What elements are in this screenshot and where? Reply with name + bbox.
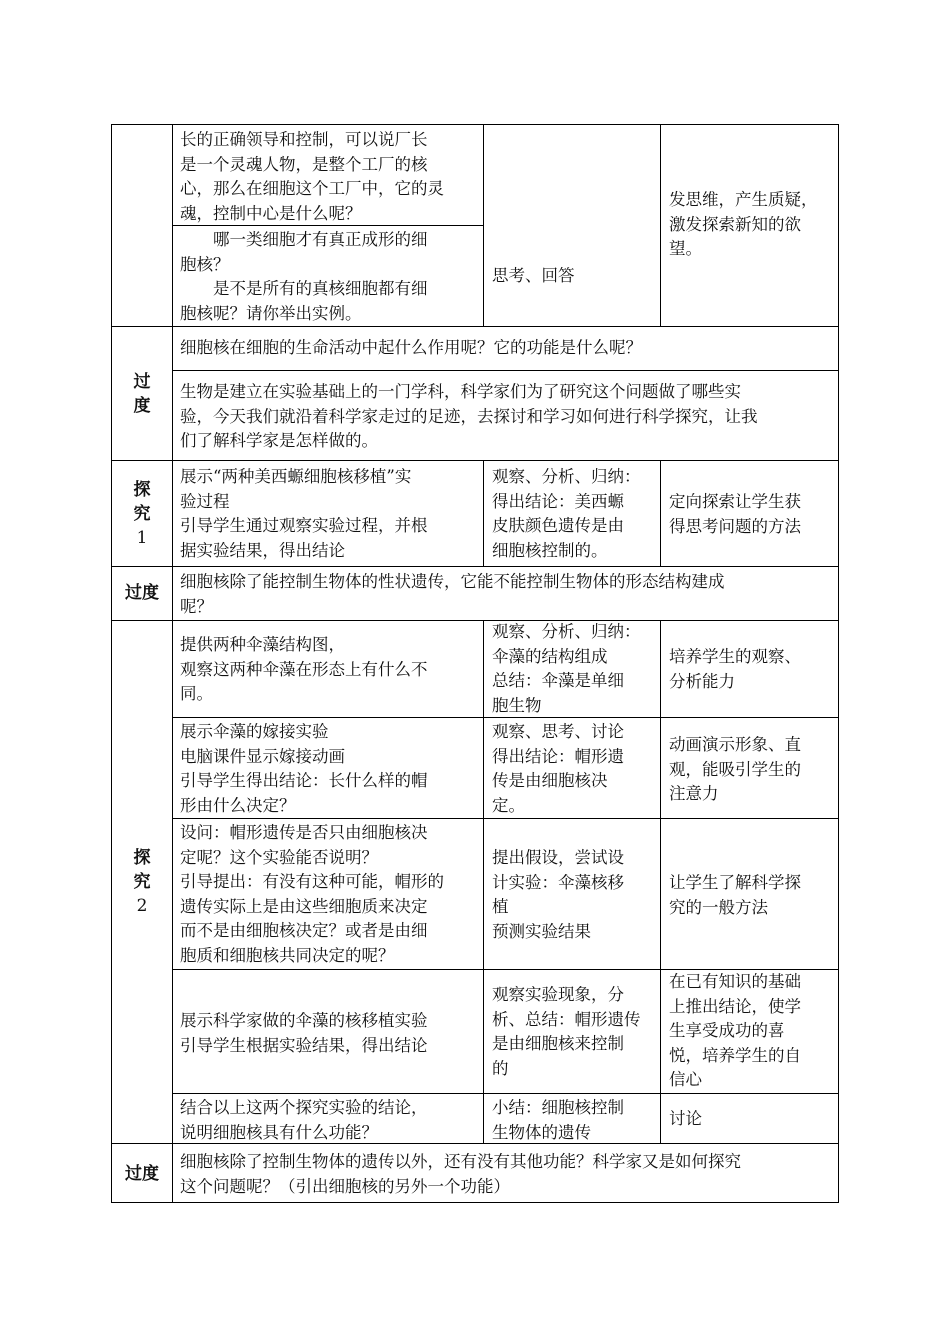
text-line: 同。	[180, 684, 213, 703]
text-line: 观察、分析、归纳：	[492, 622, 641, 641]
text-line: 电脑课件显示嫁接动画	[180, 746, 345, 766]
text-line: 胞生物	[492, 695, 542, 715]
stage-label-transition-1	[112, 370, 172, 418]
text-line: 呢？	[180, 596, 213, 616]
text-line: 细胞核除了控制生物体的遗传以外，还有没有其他功能？科学家又是如何探究	[180, 1152, 741, 1171]
explore-2-r1-teacher	[180, 633, 480, 707]
explore-2-r3-student	[492, 846, 657, 944]
transition-1-text	[180, 380, 835, 454]
stage-char: 1	[136, 528, 148, 548]
explore-2-r2-intent	[669, 733, 835, 807]
text-line: 讨论	[669, 1109, 702, 1128]
text-line: 小结：细胞核控制	[492, 1098, 624, 1117]
text-line: 据实验结果，得出结论	[180, 540, 345, 560]
text-line: 结合以上这两个探究实验的结论，	[180, 1098, 428, 1117]
text-line: 总结：伞藻是单细	[492, 671, 624, 690]
text-line: 观察这两种伞藻在形态上有什么不	[180, 659, 428, 679]
text-line: 定呢？这个实验能否说明？	[180, 847, 378, 867]
text-line: 心，那么在细胞这个工厂中，它的灵	[180, 179, 444, 198]
text-line: 是由细胞核来控制	[492, 1034, 624, 1053]
text-line: 设问：帽形遗传是否只由细胞核决	[180, 823, 428, 842]
text-line: 引导学生得出结论：长什么样的帽	[180, 771, 428, 790]
text-line: 引导学生通过观察实验过程，并根	[180, 516, 428, 535]
explore-1-teacher	[180, 465, 480, 563]
text-line: 展示科学家做的伞藻的核移植实验	[180, 1011, 428, 1030]
explore-1-intent	[669, 490, 835, 539]
explore-2-r2-teacher	[180, 720, 480, 818]
explore-2-r1-student	[492, 620, 657, 718]
stage-label-explore-1	[112, 478, 172, 550]
text-line: 展示“两种美西螈细胞核移植”实	[180, 467, 412, 486]
intro-student-activity	[492, 264, 657, 289]
text-line: 上推出结论，使学	[669, 996, 801, 1016]
explore-2-r1-intent	[669, 645, 835, 694]
explore-2-r3-intent	[669, 871, 835, 920]
transition-3-text	[180, 1150, 835, 1199]
text-line: 引导学生根据实验结果，得出结论	[180, 1035, 428, 1055]
text-line: 胞核呢？请你举出实例。	[180, 303, 362, 323]
text-line: 观察实验现象，分	[492, 985, 624, 1004]
text-line: 观，能吸引学生的	[669, 759, 801, 779]
text-line: 预测实验结果	[492, 921, 591, 941]
stage-label-explore-2	[112, 846, 172, 918]
text-line: 这个问题呢？（引出细胞核的另外一个功能）	[180, 1176, 510, 1196]
stage-label-transition-2	[112, 581, 172, 605]
text-line: 动画演示形象、直	[669, 735, 801, 754]
stage-char: 过度	[125, 1164, 159, 1184]
stage-char: 2	[136, 896, 148, 916]
stage-char: 度	[133, 396, 151, 416]
text-line: 验过程	[180, 491, 230, 511]
text-line: 生物是建立在实验基础上的一门学科，科学家们为了研究这个问题做了哪些实	[180, 382, 741, 401]
text-line: 得思考问题的方法	[669, 516, 801, 536]
text-line: 哪一类细胞才有真正成形的细	[213, 230, 428, 249]
text-line: 让学生了解科学探	[669, 873, 801, 892]
text-line: 伞藻的结构组成	[492, 646, 608, 666]
explore-1-student	[492, 465, 657, 563]
text-line: 定向探索让学生获	[669, 492, 801, 511]
stage-char: 探	[133, 480, 151, 500]
text-line: 定。	[492, 795, 525, 815]
text-line: 的	[492, 1058, 509, 1078]
text-line: 思考、回答	[492, 266, 575, 285]
text-line: 培养学生的观察、	[669, 647, 801, 666]
explore-2-r5-intent	[669, 1107, 835, 1132]
text-line: 提供两种伞藻结构图，	[180, 635, 345, 654]
stage-char: 探	[133, 848, 151, 868]
explore-2-r5-student	[492, 1096, 657, 1145]
text-line: 而不是由细胞核决定？或者是由细	[180, 921, 428, 940]
text-line: 引导提出：有没有这种可能，帽形的	[180, 872, 444, 891]
text-line: 生享受成功的喜	[669, 1021, 785, 1040]
text-line: 悦，培养学生的自	[669, 1045, 801, 1065]
text-line: 得出结论：美西螈	[492, 491, 624, 511]
text-line: 细胞核除了能控制生物体的性状遗传，它能不能控制生物体的形态结构建成	[180, 572, 725, 591]
text-line: 细胞核在细胞的生命活动中起什么作用呢？它的功能是什么呢？	[180, 338, 642, 357]
text-line: 传是由细胞核决	[492, 771, 608, 790]
text-line: 胞核？	[180, 254, 230, 274]
text-line: 细胞核控制的。	[492, 540, 608, 560]
explore-2-r2-student	[492, 720, 657, 818]
text-line: 生物体的遗传	[492, 1122, 591, 1142]
text-line: 究的一般方法	[669, 897, 768, 917]
text-line: 分析能力	[669, 671, 735, 691]
stage-char: 过	[133, 372, 151, 392]
text-line: 是不是所有的真核细胞都有细	[213, 279, 428, 298]
text-line: 遗传实际上是由这些细胞质来决定	[180, 896, 428, 916]
explore-2-r4-intent	[669, 970, 835, 1093]
transition-1-question	[180, 336, 835, 361]
text-line: 激发探索新知的欲	[669, 214, 801, 234]
text-line: 们了解科学家是怎样做的。	[180, 431, 378, 450]
text-line: 计实验：伞藻核移	[492, 872, 624, 892]
explore-2-r4-teacher	[180, 1009, 480, 1058]
explore-2-r4-student	[492, 983, 657, 1081]
text-line: 是一个灵魂人物，是整个工厂的核	[180, 154, 428, 174]
intro-question-2	[180, 228, 480, 326]
text-line: 魂，控制中心是什么呢？	[180, 203, 362, 223]
text-line: 望。	[669, 239, 702, 258]
text-line: 得出结论：帽形遗	[492, 746, 624, 766]
explore-2-r3-teacher	[180, 821, 480, 968]
text-line: 析、总结：帽形遗传	[492, 1009, 641, 1029]
text-line: 观察、思考、讨论	[492, 722, 624, 741]
stage-char: 过度	[125, 583, 159, 603]
stage-char: 究	[133, 872, 151, 892]
text-line: 皮肤颜色遗传是由	[492, 516, 624, 535]
text-line: 长的正确领导和控制，可以说厂长	[180, 130, 428, 149]
text-line: 提出假设，尝试设	[492, 848, 624, 867]
text-line: 说明细胞核具有什么功能？	[180, 1122, 378, 1142]
text-line: 胞质和细胞核共同决定的呢？	[180, 945, 395, 965]
text-line: 信心	[669, 1070, 702, 1089]
text-line: 展示伞藻的嫁接实验	[180, 722, 329, 741]
explore-2-r5-teacher	[180, 1096, 480, 1145]
text-line: 发思维，产生质疑，	[669, 190, 818, 209]
text-line: 在已有知识的基础	[669, 972, 801, 991]
stage-label-transition-3	[112, 1162, 172, 1186]
text-line: 注意力	[669, 784, 719, 803]
transition-2-text	[180, 570, 835, 619]
stage-char: 究	[133, 504, 151, 524]
intro-design-intent	[669, 188, 835, 262]
text-line: 验，今天我们就沿着科学家走过的足迹，去探讨和学习如何进行科学探究，让我	[180, 406, 758, 426]
text-line: 形由什么决定？	[180, 795, 296, 815]
intro-question-1	[180, 128, 480, 226]
text-line: 观察、分析、归纳：	[492, 467, 641, 486]
text-line: 植	[492, 897, 509, 916]
